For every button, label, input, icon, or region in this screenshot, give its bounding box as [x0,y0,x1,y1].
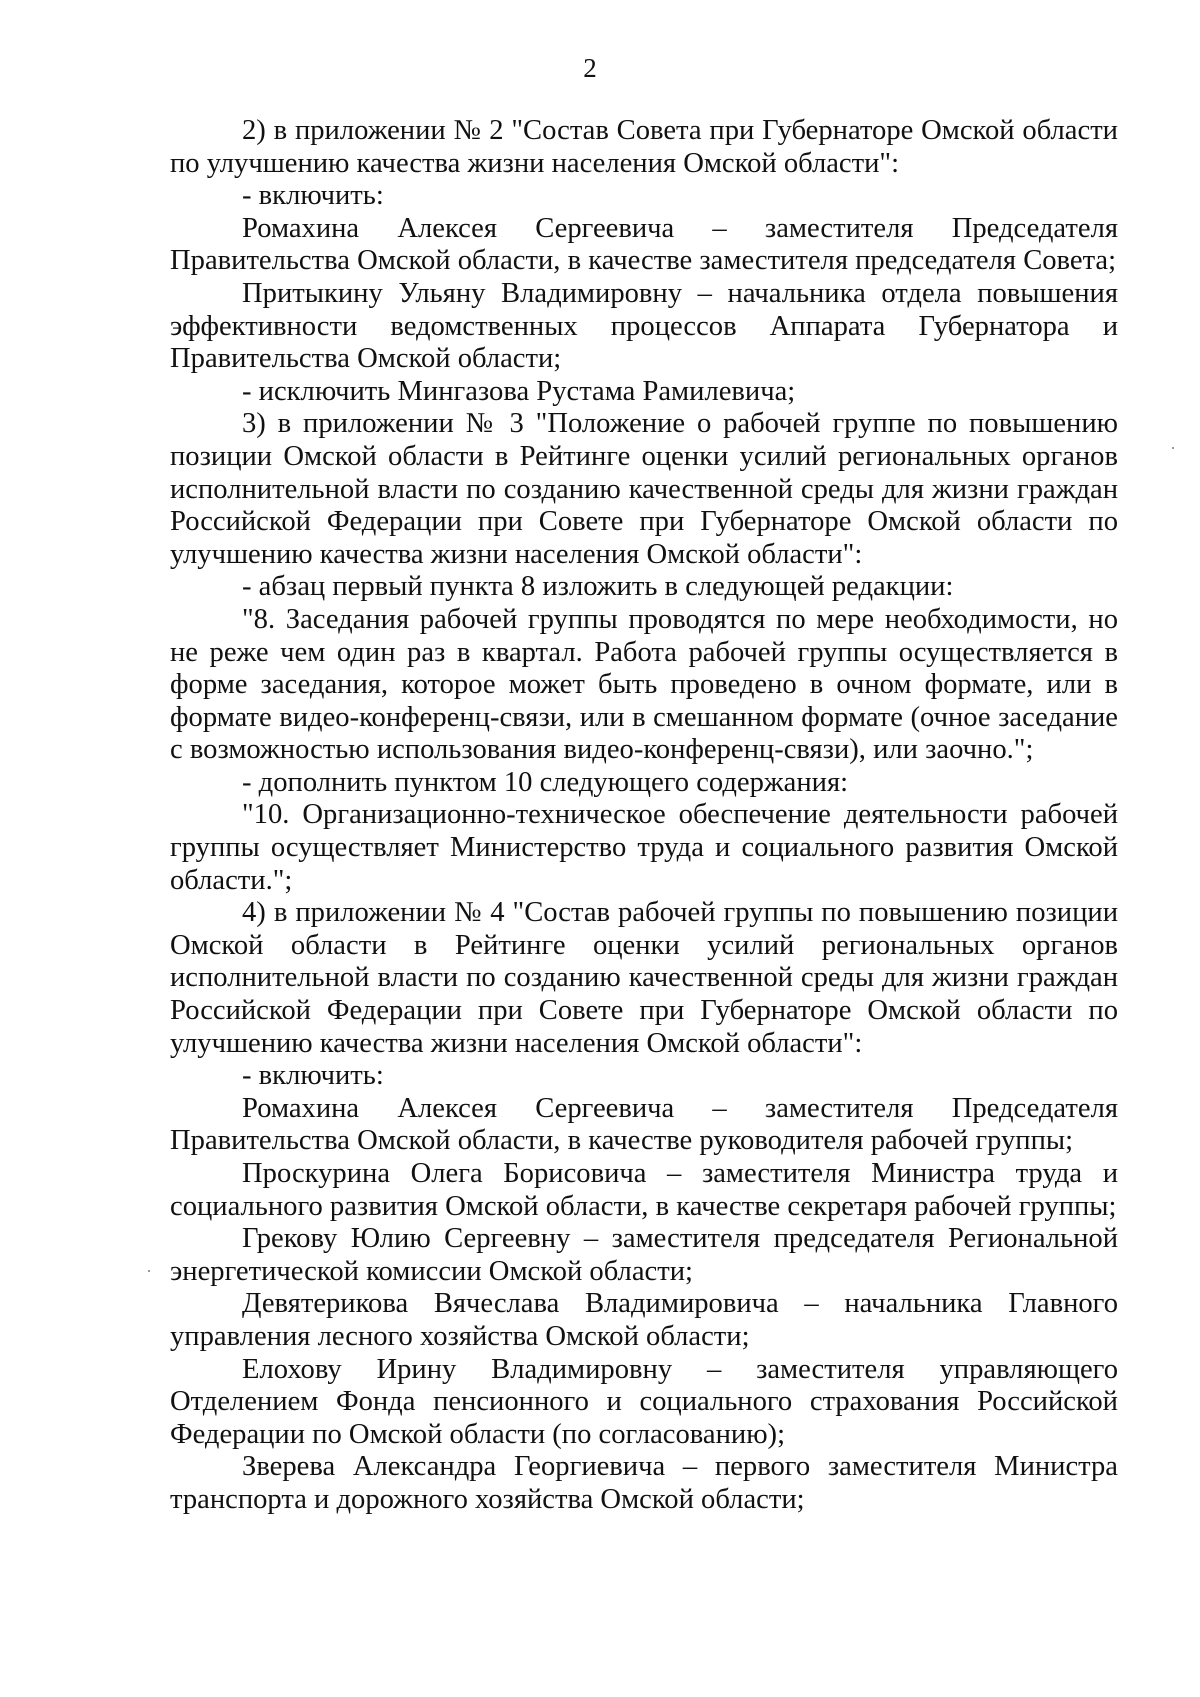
paragraph-romakhin-2: Ромахина Алексея Сергеевича – заместителя Председателя Правительства Омской области, в качестве руководителя рабочей группы; [170,1092,1118,1157]
paragraph-item-2: 2) в приложении № 2 "Состав Совета при Губернаторе Омской области по улучшению качества жизни населения Омской области": [170,115,1118,179]
paragraph-clause-10: "10. Организационно-техническое обеспечение деятельности рабочей группы осуществляет Министерство труда и социального развития Омской области."; [170,799,1118,896]
paragraph-zverev: Зверева Александра Георгиевича – первого заместителя Министра транспорта и дорожного хозяйства Омской области; [170,1451,1118,1515]
document-body [170,115,1118,1517]
paragraph-proskurin: Проскурина Олега Борисовича – заместителя Министра труда и социального развития Омской области, в качестве секретаря рабочей группы; [170,1158,1118,1222]
paragraph-clause-8-intro: - абзац первый пункта 8 изложить в следующей редакции: [242,571,954,603]
scan-speck [1172,447,1174,449]
paragraph-item-4: 4) в приложении № 4 "Состав рабочей группы по повышению позиции Омской области в Рейтинге оценки усилий региональных органов исполнительной власти по созданию качественной среды для жизни граждан Российской Федерации при Совете при Губернаторе Омской области по улучшению качества жизни населения Омской области": [170,897,1118,1059]
page-number: 2 [583,53,597,83]
paragraph-devyaterikov: Девятерикова Вячеслава Владимировича – начальника Главного управления лесного хозяйства Омской области; [170,1288,1118,1352]
paragraph-exclude: - исключить Мингазова Рустама Рамилевича; [242,375,796,407]
paragraph-grekova: Грекову Юлию Сергеевну – заместителя председателя Региональной энергетической комиссии Омской области; [170,1223,1118,1287]
paragraph-include-2: - включить: [242,1060,384,1092]
paragraph-elokhova: Елохову Ирину Владимировну – заместителя управляющего Отделением Фонда пенсионного и социального страхования Российской Федерации по Омской области (по согласованию); [170,1353,1118,1450]
paragraph-include: - включить: [242,180,384,212]
scan-speck [148,1270,150,1272]
paragraph-pritykina: Притыкину Ульяну Владимировну – начальника отдела повышения эффективности ведомственных процессов Аппарата Губернатора и Правительства Омской области; [170,277,1118,375]
paragraph-romakhin: Ромахина Алексея Сергеевича – заместителя Председателя Правительства Омской области, в качестве заместителя председателя Совета; [170,212,1118,277]
paragraph-clause-10-intro: - дополнить пунктом 10 следующего содержания: [242,766,849,798]
paragraph-item-3: 3) в приложении № 3 "Положение о рабочей группе по повышению позиции Омской области в Рейтинге оценки усилий региональных органов исполнительной власти по созданию качественной среды для жизни граждан Российской Федерации при Совете при Губернаторе Омской области по улучшению качества жизни населения Омской области": [170,408,1118,570]
paragraph-clause-8: "8. Заседания рабочей группы проводятся по мере необходимости, но не реже чем один раз в квартал. Работа рабочей группы осуществляется в форме заседания, которое может быть проведено в очном формате, или в формате видео-конференц-связи, или в смешанном формате (очное заседание с возможностью использования видео-конференц-связи), или заочно."; [170,603,1118,766]
